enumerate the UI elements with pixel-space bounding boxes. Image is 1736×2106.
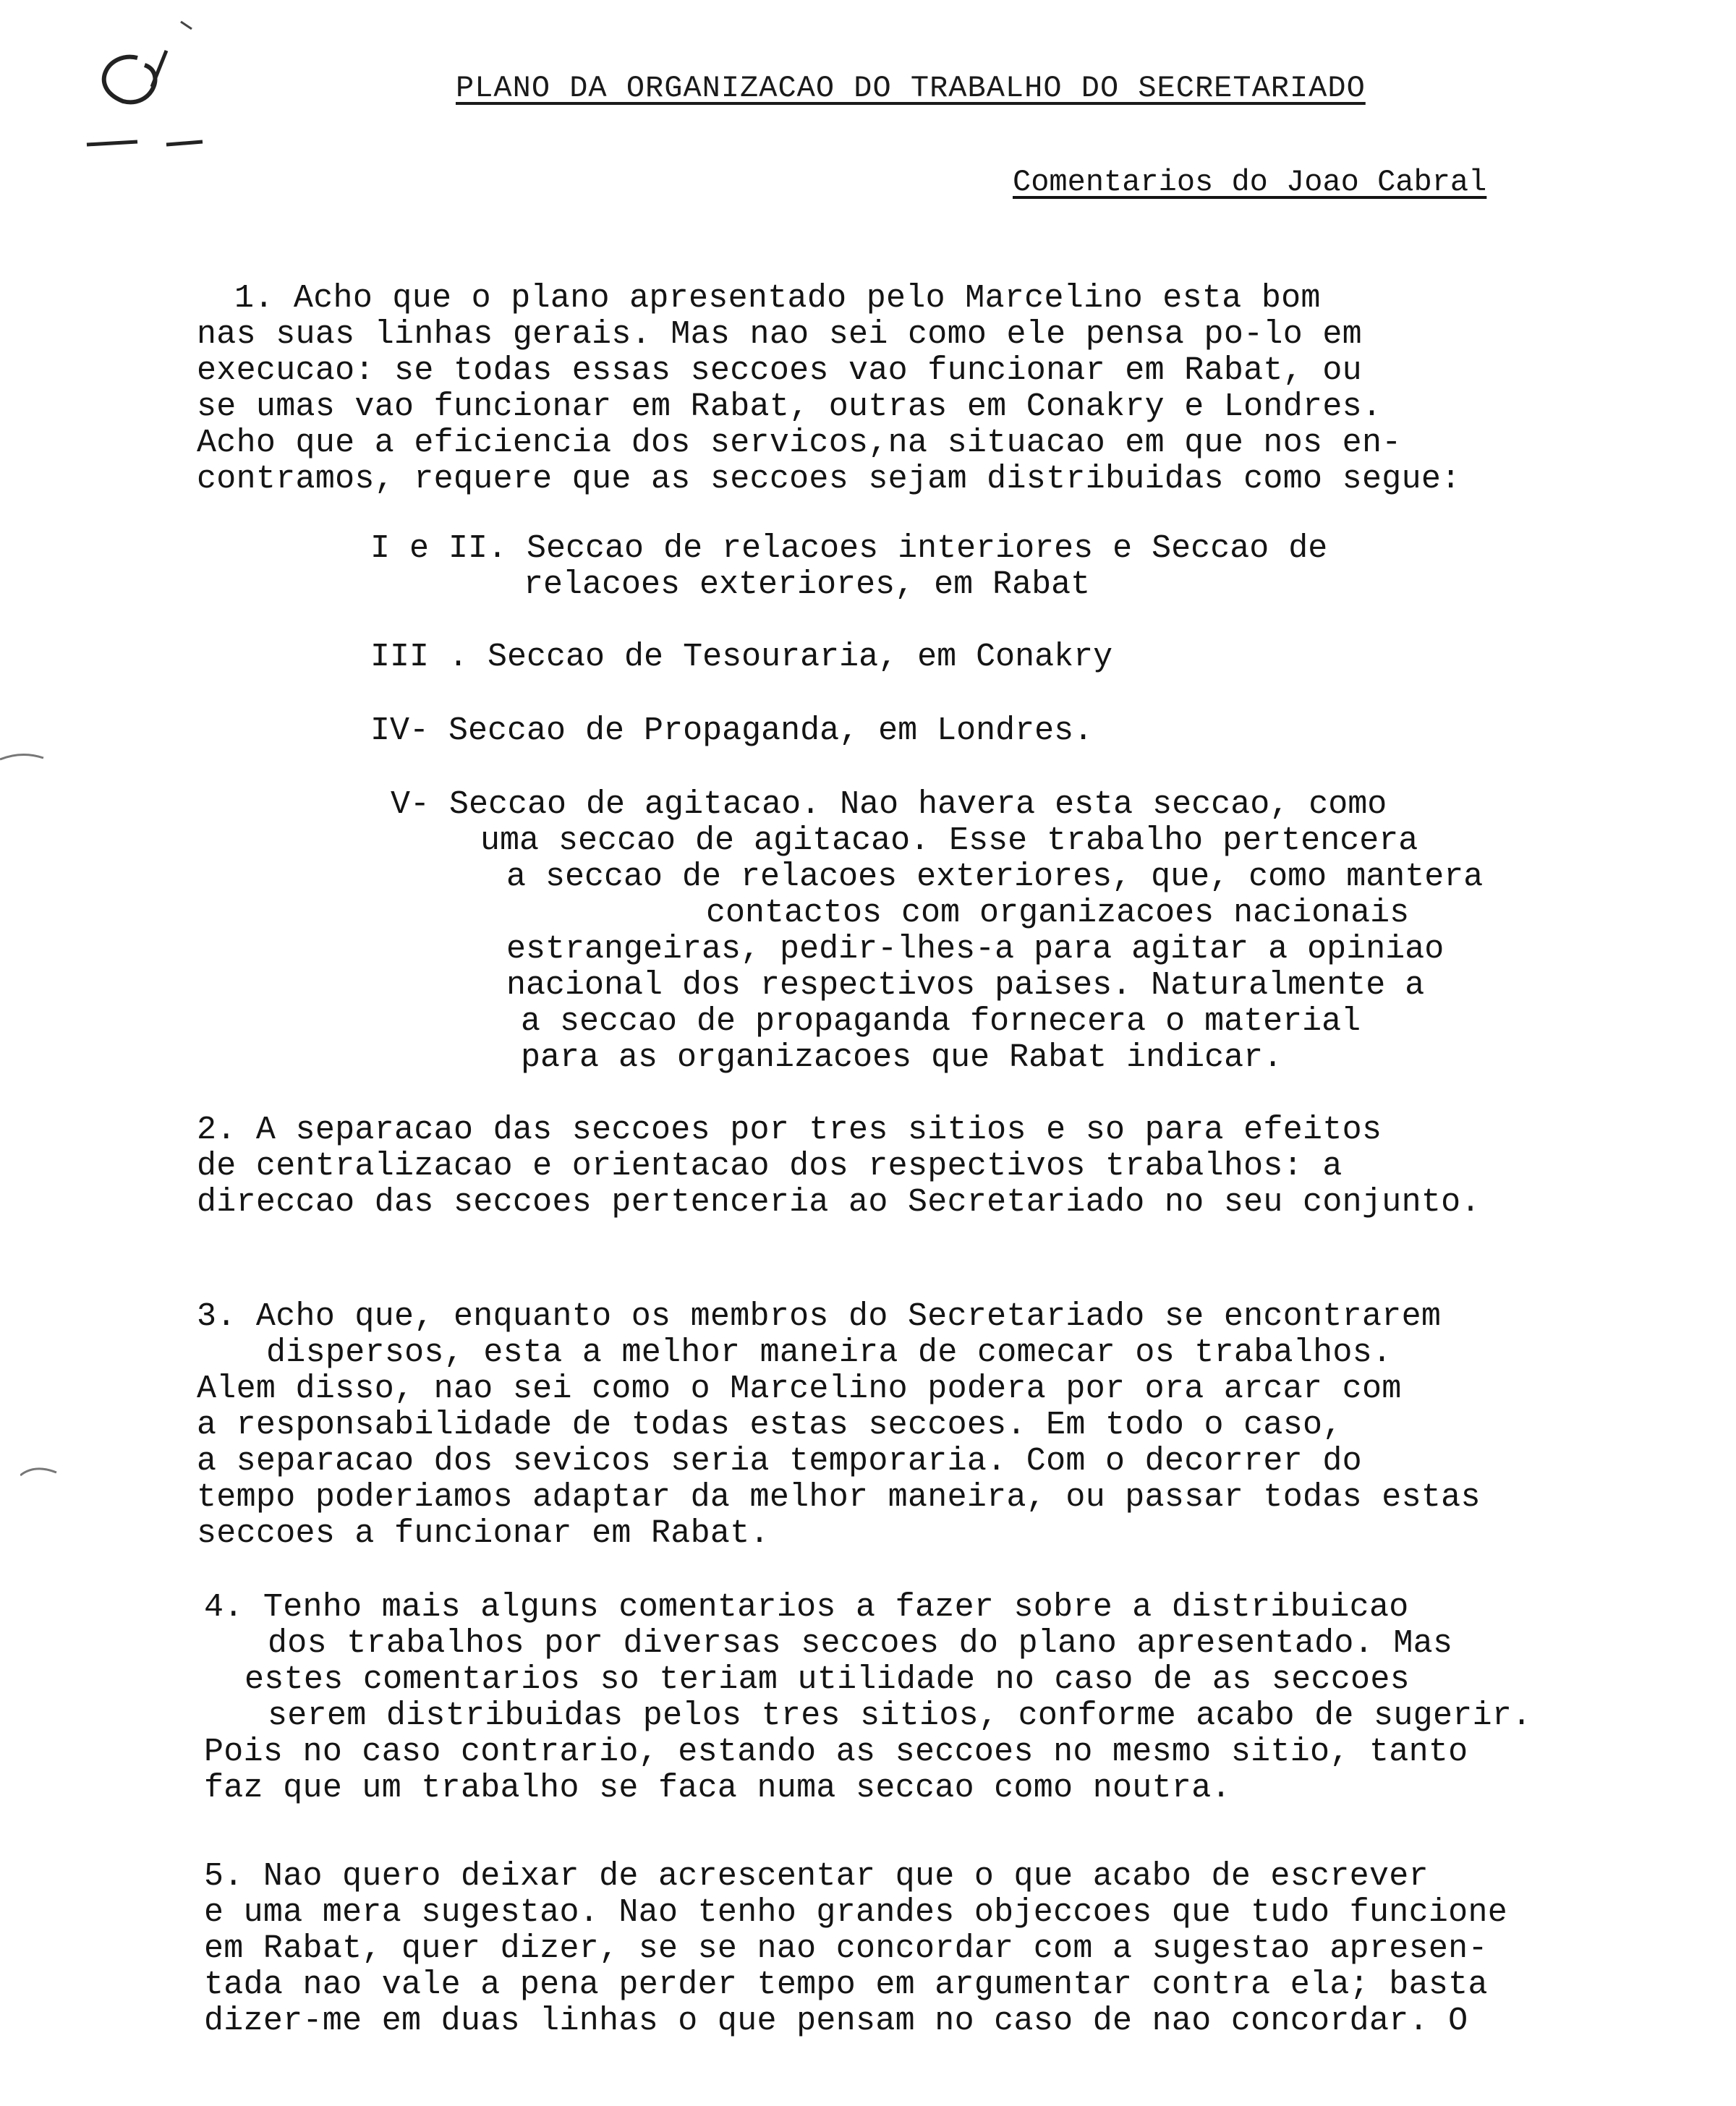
text-line: estrangeiras, pedir-lhes-a para agitar a opiniao: [506, 931, 1444, 968]
text-line: nas suas linhas gerais. Mas nao sei como ele pensa po-lo em: [197, 316, 1362, 353]
text-line: contramos, requere que as seccoes sejam distribuidas como segue:: [197, 461, 1461, 498]
text-line: V- Seccao de agitacao. Nao havera esta seccao, como: [391, 786, 1387, 823]
text-line: III . Seccao de Tesouraria, em Conakry: [370, 639, 1113, 675]
text-line: faz que um trabalho se faca numa seccao como noutra.: [204, 1770, 1231, 1807]
text-line: IV- Seccao de Propaganda, em Londres.: [370, 712, 1094, 749]
text-line: a seccao de propaganda fornecera o material: [521, 1003, 1361, 1040]
paragraph-1: [197, 281, 1460, 498]
text-line: a seccao de relacoes exteriores, que, como mantera: [506, 858, 1484, 895]
text-line: nacional dos respectivos paises. Naturalmente a: [506, 967, 1425, 1004]
text-line: Alem disso, nao sei como o Marcelino podera por ora arcar com: [197, 1370, 1402, 1407]
document-title: PLANO DA ORGANIZACAO DO TRABALHO DO SECRETARIADO: [456, 71, 1366, 106]
section-item-5: [391, 787, 1483, 1076]
text-line: execucao: se todas essas seccoes vao funcionar em Rabat, ou: [197, 352, 1362, 389]
text-line: para as organizacoes que Rabat indicar.: [521, 1039, 1283, 1076]
text-line: 2. A separacao das seccoes por tres sitios e so para efeitos: [197, 1112, 1382, 1148]
text-line: em Rabat, quer dizer, se se nao concordar com a sugestao apresen-: [204, 1930, 1488, 1967]
text-line: 3. Acho que, enquanto os membros do Secretariado se encontrarem: [197, 1298, 1442, 1335]
paragraph-2: [197, 1112, 1481, 1221]
text-line: 4. Tenho mais alguns comentarios a fazer sobre a distribuicao: [204, 1589, 1409, 1626]
text-line: 5. Nao quero deixar de acrescentar que o que acabo de escrever: [204, 1858, 1429, 1895]
text-line: relacoes exteriores, em Rabat: [524, 566, 1091, 603]
text-line: se umas vao funcionar em Rabat, outras em Conakry e Londres.: [197, 388, 1382, 425]
paragraph-3: [197, 1299, 1481, 1552]
text-line: serem distribuidas pelos tres sitios, conforme acabo de sugerir.: [268, 1697, 1532, 1734]
text-line: direccao das seccoes pertenceria ao Secretariado no seu conjunto.: [197, 1184, 1481, 1221]
document-subtitle: Comentarios do Joao Cabral: [1013, 165, 1487, 200]
text-line: dispersos, esta a melhor maneira de comecar os trabalhos.: [266, 1334, 1392, 1371]
paragraph-4: [204, 1590, 1531, 1807]
text-line: I e II. Seccao de relacoes interiores e Seccao de: [370, 530, 1328, 567]
text-line: seccoes a funcionar em Rabat.: [197, 1515, 770, 1552]
text-line: a separacao dos sevicos seria temporaria. Com o decorrer do: [197, 1443, 1362, 1480]
section-item-1-2: [370, 531, 1327, 603]
text-line: tempo poderiamos adaptar da melhor maneira, ou passar todas estas: [197, 1479, 1481, 1516]
text-line: de centralizacao e orientacao dos respectivos trabalhos: a: [197, 1148, 1343, 1185]
text-line: Pois no caso contrario, estando as seccoes no mesmo sitio, tanto: [204, 1734, 1468, 1770]
paper-speck-icon: [20, 1461, 64, 1483]
handwritten-mark-icon: [58, 7, 246, 152]
section-item-4: [370, 713, 1093, 749]
text-line: uma seccao de agitacao. Esse trabalho pertencera: [480, 822, 1418, 859]
text-line: e uma mera sugestao. Nao tenho grandes objeccoes que tudo funcione: [204, 1894, 1508, 1931]
text-line: estes comentarios so teriam utilidade no caso de as seccoes: [244, 1661, 1410, 1698]
text-line: contactos com organizacoes nacionais: [706, 895, 1410, 932]
paragraph-5: [204, 1859, 1507, 2039]
section-item-3: [370, 639, 1112, 675]
text-line: tada nao vale a pena perder tempo em argumentar contra ela; basta: [204, 1966, 1488, 2003]
text-line: 1. Acho que o plano apresentado pelo Marcelino esta bom: [234, 280, 1321, 317]
text-line: dizer-me em duas linhas o que pensam no caso de nao concordar. O: [204, 2003, 1468, 2039]
text-line: dos trabalhos por diversas seccoes do plano apresentado. Mas: [268, 1625, 1453, 1662]
paper-speck-icon: [0, 745, 58, 767]
text-line: a responsabilidade de todas estas seccoes. Em todo o caso,: [197, 1407, 1343, 1444]
text-line: Acho que a eficiencia dos servicos,na situacao em que nos en-: [197, 425, 1402, 461]
